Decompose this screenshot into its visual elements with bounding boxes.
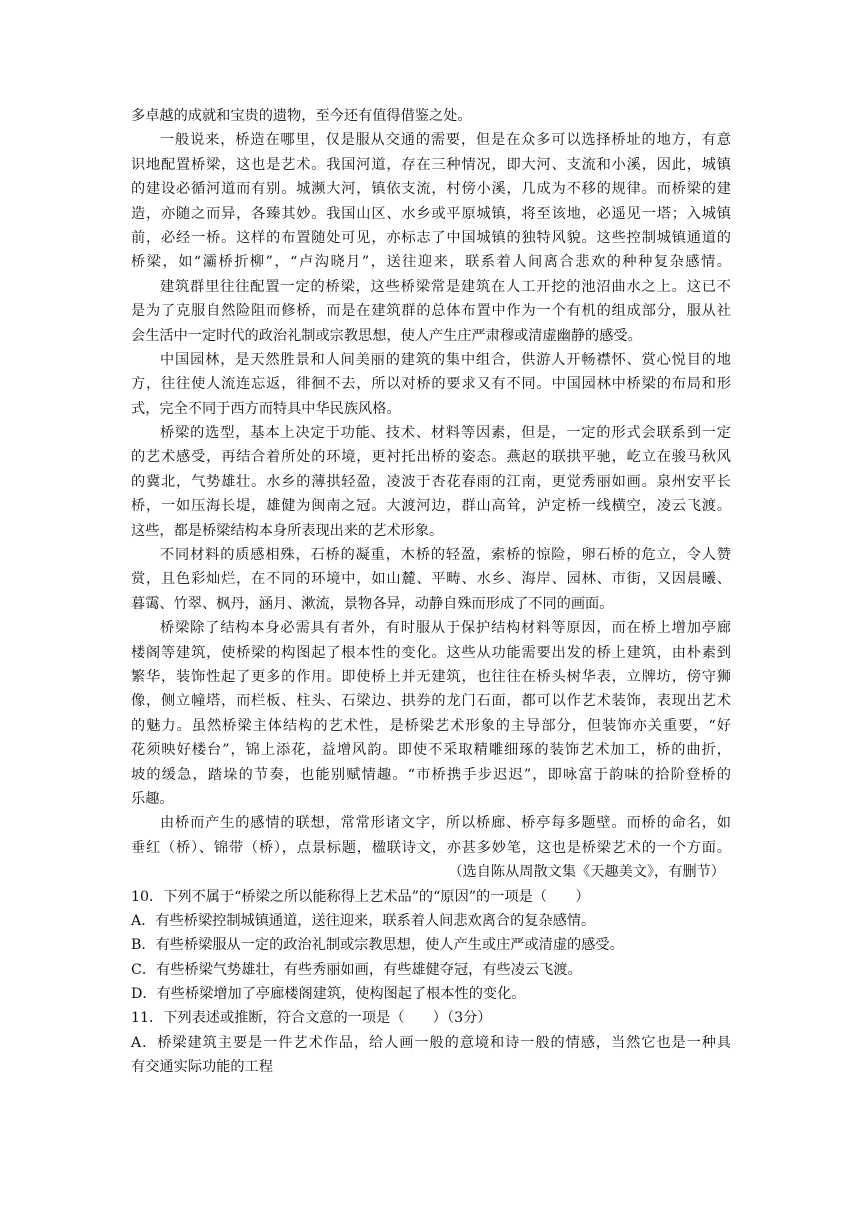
text-line: 乐趣。 xyxy=(131,790,174,807)
text-line: 的魅力。虽然桥梁主体结构的艺术性，是桥梁艺术形象的主导部分，但装饰亦关重要，“好 xyxy=(131,717,731,734)
text-line: 赏，且色彩灿烂，在不同的环境中，如山麓、平畴、水乡、海岸、园林、市街，又因晨曦、 xyxy=(131,571,731,588)
paragraph-first-line: 桥梁除了结构本身必需具有者外，有时服从于保护结构材料等原因，而在桥上增加亭廊 xyxy=(160,620,731,637)
text-line: 坡的缓急，踏垛的节奏，也能别赋情趣。“市桥携手步迟迟”，即咏富于韵味的拾阶登桥的 xyxy=(131,766,731,783)
text-line: 多卓越的成就和宝贵的遗物，至今还有值得借鉴之处。 xyxy=(131,108,472,124)
text-line: 方，往往使人流连忘返，徘徊不去，所以对桥的要求又有不同。中国园林中桥梁的布局和形 xyxy=(131,376,731,393)
paragraph-first-line: 由桥而产生的感情的联想，常常形诸文字，所以桥廊、桥亭每多题壁。而桥的命名，如 xyxy=(160,815,731,832)
text-line: 楼阁等建筑，使桥梁的构图起了根本性的变化。这些从功能需要出发的桥上建筑，由朴素到 xyxy=(131,644,731,661)
text-line: 这些，都是桥梁结构本身所表现出来的艺术形象。 xyxy=(131,522,444,539)
paragraph-first-line: 桥梁的选型，基本上决定于功能、技术、材料等因素，但是，一定的形式会联系到一定 xyxy=(160,425,731,442)
text-line: 识地配置桥梁，这也是艺术。我国河道，存在三种情况，即大河、支流和小溪，因此，城镇 xyxy=(131,156,731,173)
source-citation: （选自陈从周散文集《天趣美文》，有删节） xyxy=(448,864,725,881)
answer-option: C．有些桥梁气势雄壮，有些秀丽如画，有些雄健夺冠，有些凌云飞渡。 xyxy=(131,961,582,978)
answer-option: A．有些桥梁控制城镇通道，送往迎来，联系着人间悲欢离合的复杂感情。 xyxy=(131,912,596,929)
text-line: 繁华，装饰性起了更多的作用。即使桥上并无建筑，也往往在桥头树华表，立牌坊，傍守狮 xyxy=(131,668,731,685)
answer-option: A．桥梁建筑主要是一件艺术作品，给人画一般的意境和诗一般的情感，当然它也是一种具 xyxy=(131,1034,731,1051)
paragraph-first-line: 中国园林，是天然胜景和人间美丽的建筑的集中组合，供游人开畅襟怀、赏心悦目的地 xyxy=(160,351,731,368)
text-line: 花须映好楼台”，锦上添花，益增风韵。即使不采取精雕细琢的装饰艺术加工，桥的曲折， xyxy=(131,742,731,759)
text-line: 垂红（桥）、锦带（桥），点景标题，楹联诗文，亦甚多妙笔，这也是桥梁艺术的一个方面。 xyxy=(131,839,731,856)
question-stem: 10．下列不属于“桥梁之所以能称得上艺术品”的“原因”的一项是（ ） xyxy=(131,888,590,905)
text-line: 的冀北，气势雄壮。水乡的薄拱轻盈，凌波于杏花春雨的江南，更觉秀丽如画。泉州安平长 xyxy=(131,473,731,490)
text-line: 造，亦随之而异，各臻其妙。我国山区、水乡或平原城镇，将至该地，必遥见一塔；入城镇 xyxy=(131,205,731,222)
text-line: 是为了克服自然险阻而修桥，而是在建筑群的总体布置中作为一个有机的组成部分，服从社 xyxy=(131,303,731,320)
text-line: 暮霭、竹翠、枫丹，涵月、漱流，景物各异，动静自殊而形成了不同的画面。 xyxy=(131,595,614,612)
text-line: 的艺术感受，再结合着所处的环境，更衬托出桥的姿态。燕赵的联拱平驰，屹立在骏马秋风 xyxy=(131,449,731,466)
text-line: 桥梁，如“灞桥折柳”，“卢沟晓月”，送往迎来，联系着人间离合悲欢的种种复杂感情。 xyxy=(131,254,731,271)
paragraph-first-line: 不同材料的质感相殊，石桥的凝重，木桥的轻盈，索桥的惊险，卵石桥的危立，令人赞 xyxy=(160,547,731,564)
answer-option-continuation: 有交通实际功能的工程 xyxy=(131,1059,273,1076)
paragraph-first-line: 一般说来，桥造在哪里，仅是服从交通的需要，但是在众多可以选择桥址的地方，有意 xyxy=(160,132,731,149)
text-line: 式，完全不同于西方而特具中华民族风格。 xyxy=(131,400,401,417)
paragraph-first-line: 建筑群里往往配置一定的桥梁，这些桥梁常是建筑在人工开挖的池沼曲水之上。这已不 xyxy=(160,278,731,295)
document-body xyxy=(131,104,731,1080)
answer-option: D．有些桥梁增加了亭廊楼阁建筑，使构图起了根本性的变化。 xyxy=(131,986,526,1003)
text-line: 前，必经一桥。这样的布置随处可见，亦标志了中国城镇的独特风貌。这些控制城镇通道的 xyxy=(131,229,731,246)
text-line: 会生活中一定时代的政治礼制或宗教思想，使人产生庄严肃穆或清虚幽静的感受。 xyxy=(131,327,642,344)
text-line: 的建设必循河道而有别。城濒大河，镇依支流，村傍小溪，几成为不移的规律。而桥梁的建 xyxy=(131,181,731,198)
question-stem: 11．下列表述或推断，符合文意的一项是（ ）（3分） xyxy=(131,1010,492,1027)
text-line: 桥，一如压海长堤，雄健为闽南之冠。大渡河边，群山高耸，泸定桥一线横空，凌云飞渡。 xyxy=(131,498,731,515)
answer-option: B．有些桥梁服从一定的政治礼制或宗教思想，使人产生或庄严或清虚的感受。 xyxy=(131,937,624,954)
text-line: 像，侧立幢塔，而栏板、柱头、石梁边、拱券的龙门石面，都可以作艺术装饰，表现出艺术 xyxy=(131,693,731,710)
